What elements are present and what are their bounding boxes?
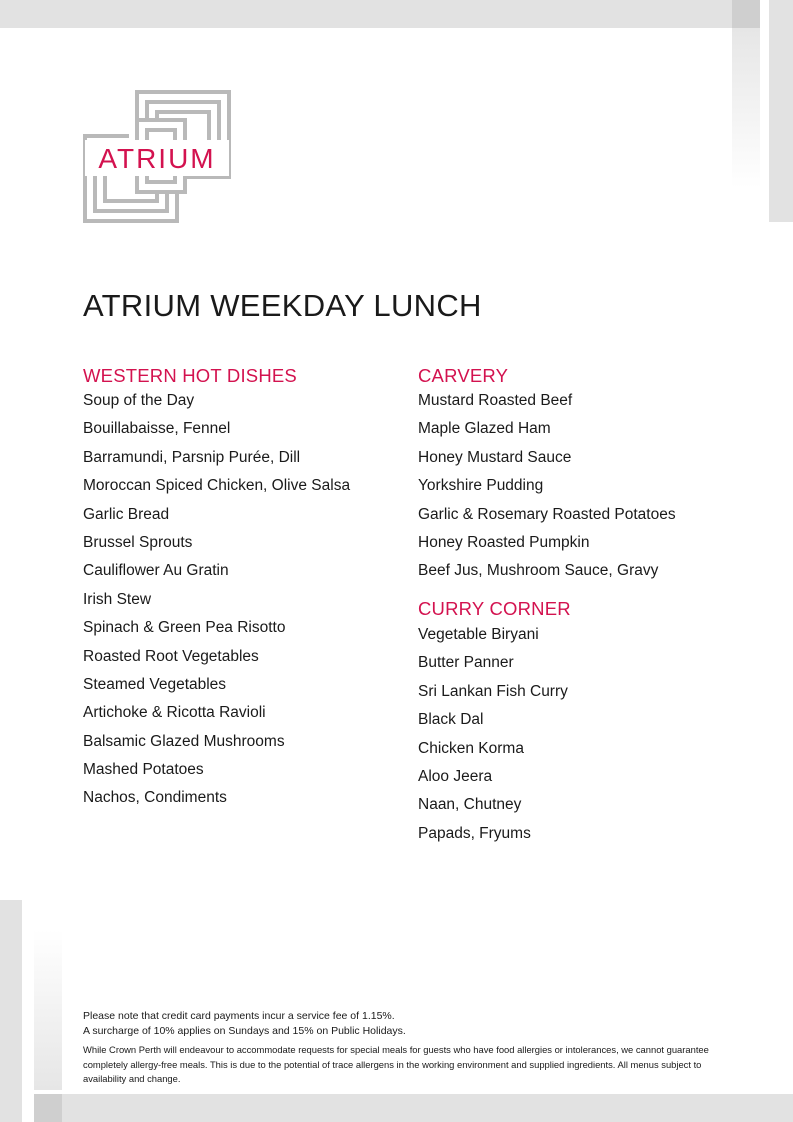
curry-corner-list — [418, 621, 568, 848]
right-frame-band — [769, 0, 793, 222]
menu-item: Balsamic Glazed Mushrooms — [83, 732, 285, 750]
logo-wordmark: ATRIUM — [98, 143, 216, 174]
bottom-frame-band — [34, 1094, 793, 1122]
left-frame-band — [0, 900, 22, 1122]
western-hot-dishes-list — [83, 387, 350, 813]
curry-corner-heading: CURRY CORNER — [418, 598, 571, 619]
menu-item: Barramundi, Parsnip Purée, Dill — [83, 448, 301, 466]
menu-item: Roasted Root Vegetables — [83, 647, 259, 665]
menu-item: Mustard Roasted Beef — [418, 392, 573, 409]
menu-item: Spinach & Green Pea Risotto — [83, 619, 286, 637]
surcharge-note: A surcharge of 10% applies on Sundays and 15% on Public Holidays. — [83, 1025, 406, 1037]
footer-notes — [83, 1009, 723, 1087]
menu-item: Brussel Sprouts — [83, 533, 193, 551]
menu-item: Beef Jus, Mushroom Sauce, Gravy — [418, 562, 659, 580]
menu-item: Bouillabaisse, Fennel — [83, 420, 231, 438]
top-frame-band — [0, 0, 760, 28]
menu-item: Chicken Korma — [418, 739, 524, 757]
menu-item: Yorkshire Pudding — [418, 477, 544, 495]
menu-item: Artichoke & Ricotta Ravioli — [83, 704, 266, 722]
menu-item: Garlic & Rosemary Roasted Potatoes — [418, 505, 676, 523]
menu-item: Papads, Fryums — [418, 824, 531, 842]
menu-item: Naan, Chutney — [418, 796, 522, 814]
allergy-disclaimer: While Crown Perth will endeavour to accommodate requests for special meals for guests who have food allergies or intolerances, we cannot guarantee completely allergy-free meals. This is due to the potential of trace allergens in the working environment and supplied ingredients. All menus subject to availability and change. — [83, 1044, 709, 1084]
menu-item: Vegetable Biryani — [418, 626, 539, 643]
card-fee-note: Please note that credit card payments incur a service fee of 1.15%. — [83, 1010, 395, 1022]
menu-item: Nachos, Condiments — [83, 789, 227, 807]
left-frame-fade — [34, 930, 62, 1090]
atrium-logo — [83, 90, 231, 223]
menu-item: Black Dal — [418, 711, 484, 729]
menu-item: Soup of the Day — [83, 392, 195, 409]
menu-item: Aloo Jeera — [418, 767, 493, 785]
atrium-logo-mark — [83, 90, 231, 223]
menu-item: Cauliflower Au Gratin — [83, 562, 229, 580]
menu-item: Garlic Bread — [83, 505, 170, 523]
menu-item: Irish Stew — [83, 590, 152, 608]
menu-item: Moroccan Spiced Chicken, Olive Salsa — [83, 477, 351, 495]
right-frame-fade — [732, 28, 760, 188]
menu-item: Steamed Vegetables — [83, 675, 227, 693]
menu-item: Sri Lankan Fish Curry — [418, 682, 568, 700]
western-hot-dishes-heading: WESTERN HOT DISHES — [83, 365, 297, 386]
menu-item: Butter Panner — [418, 654, 514, 672]
menu-item: Honey Roasted Pumpkin — [418, 533, 590, 551]
menu-item: Maple Glazed Ham — [418, 420, 551, 438]
menu-item: Mashed Potatoes — [83, 761, 204, 779]
top-frame-corner — [732, 0, 760, 28]
bottom-frame-corner — [34, 1094, 62, 1122]
menu-item: Honey Mustard Sauce — [418, 448, 572, 466]
carvery-list — [418, 387, 676, 586]
page-title: ATRIUM WEEKDAY LUNCH — [83, 288, 482, 323]
carvery-heading: CARVERY — [418, 365, 509, 386]
